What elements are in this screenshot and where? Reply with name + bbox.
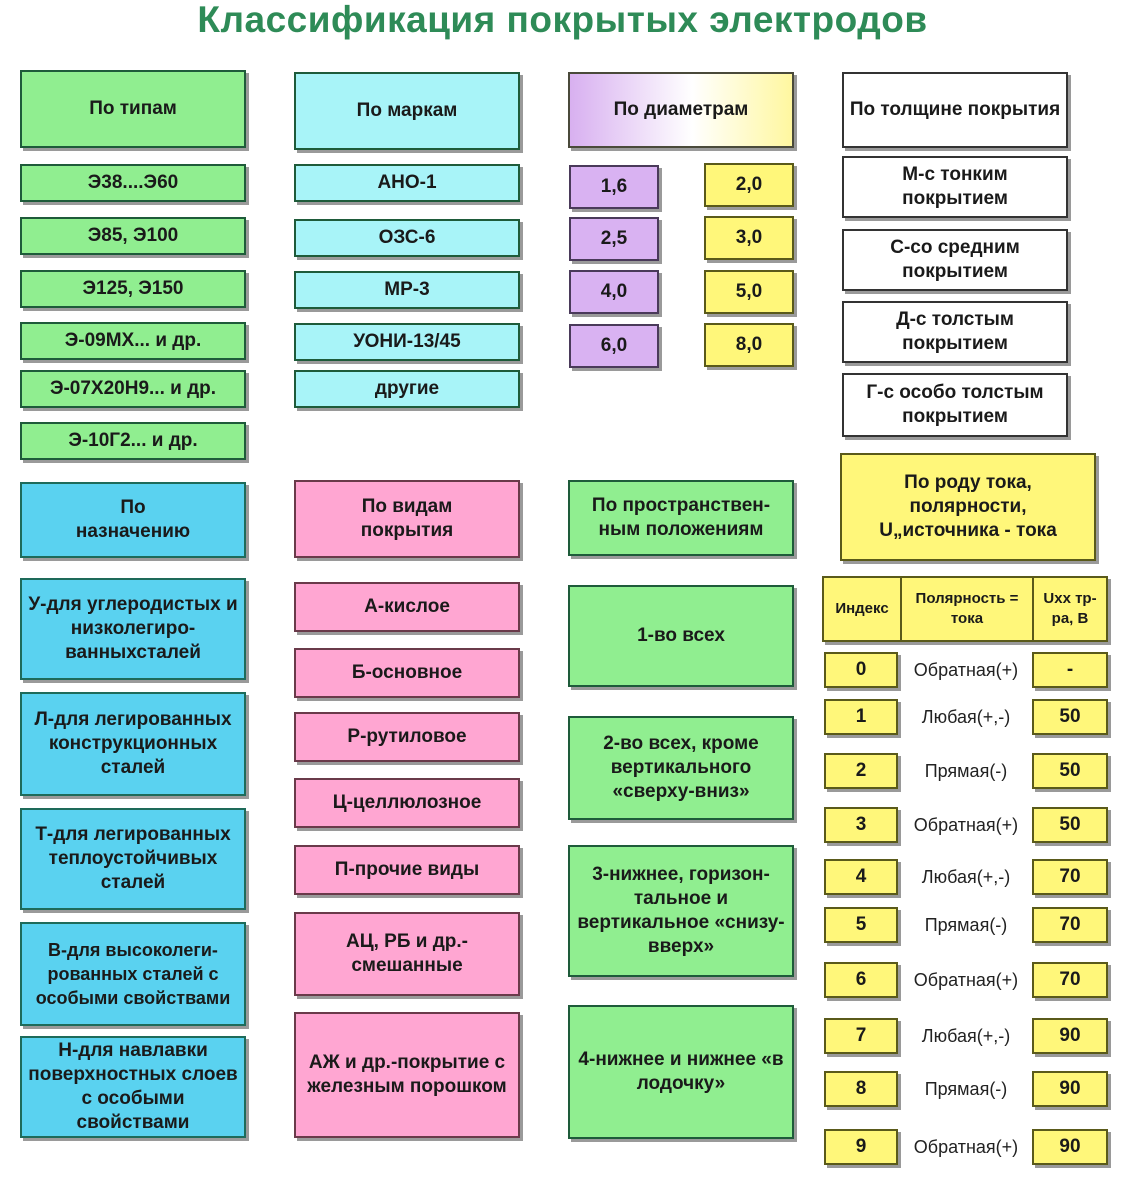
current-header: По роду тока, полярности, U„источника - тока bbox=[840, 453, 1096, 561]
diameter-value: 2,0 bbox=[704, 163, 794, 207]
thickness-item: С-со средним покрытием bbox=[842, 229, 1068, 291]
brands-item: другие bbox=[294, 370, 520, 408]
diameter-value: 8,0 bbox=[704, 323, 794, 367]
diameter-value: 3,0 bbox=[704, 216, 794, 260]
purpose-item: Л-для легированных конструкционных сталей bbox=[20, 692, 246, 796]
voltage-cell: 90 bbox=[1032, 1018, 1108, 1054]
types-item: Э125, Э150 bbox=[20, 270, 246, 308]
index-cell: 7 bbox=[824, 1018, 898, 1054]
positions-header: По пространствен-ным положениям bbox=[568, 480, 794, 556]
brands-item: МР-3 bbox=[294, 271, 520, 309]
purpose-item: Т-для легированных теплоустойчивых сталей bbox=[20, 808, 246, 910]
diameter-value: 4,0 bbox=[569, 270, 659, 314]
voltage-cell: 70 bbox=[1032, 907, 1108, 943]
index-cell: 3 bbox=[824, 807, 898, 843]
polarity-cell: Обратная(+) bbox=[913, 814, 1019, 835]
positions-item: 3-нижнее, горизон-тальное и вертикальное «снизу-вверх» bbox=[568, 845, 794, 977]
voltage-cell: 50 bbox=[1032, 753, 1108, 789]
diameter-value: 2,5 bbox=[569, 217, 659, 261]
types-item: Э-10Г2... и др. bbox=[20, 422, 246, 460]
polarity-cell: Прямая(-) bbox=[924, 760, 1008, 781]
purpose-item: Н-для навлавки поверхностных слоев с особыми свойствами bbox=[20, 1036, 246, 1138]
coating-item: Ц-целлюлозное bbox=[294, 778, 520, 828]
polarity-cell: Любая(+,-) bbox=[921, 706, 1011, 727]
thickness-item: Д-с толстым покрытием bbox=[842, 301, 1068, 363]
index-cell: 1 bbox=[824, 699, 898, 735]
voltage-cell: - bbox=[1032, 652, 1108, 688]
index-cell: 9 bbox=[824, 1129, 898, 1165]
diameter-value: 6,0 bbox=[569, 324, 659, 368]
polarity-cell: Обратная(+) bbox=[913, 969, 1019, 990]
voltage-cell: 70 bbox=[1032, 859, 1108, 895]
coating-item: АЦ, РБ и др.-смешанные bbox=[294, 912, 520, 996]
types-item: Э38....Э60 bbox=[20, 164, 246, 202]
brands-item: УОНИ-13/45 bbox=[294, 323, 520, 361]
coating-item: А-кислое bbox=[294, 582, 520, 632]
voltage-cell: 90 bbox=[1032, 1071, 1108, 1107]
column-header-voltage: Uxx тр-ра, В bbox=[1032, 578, 1106, 640]
thickness-item: Г-с особо толстым покрытием bbox=[842, 373, 1068, 437]
diameter-value: 1,6 bbox=[569, 165, 659, 209]
types-item: Э-07Х20Н9... и др. bbox=[20, 370, 246, 408]
index-cell: 0 bbox=[824, 652, 898, 688]
positions-item: 1-во всех bbox=[568, 585, 794, 687]
voltage-cell: 90 bbox=[1032, 1129, 1108, 1165]
brands-item: АНО-1 bbox=[294, 164, 520, 202]
diameter-value: 5,0 bbox=[704, 270, 794, 314]
polarity-cell: Обратная(+) bbox=[913, 1136, 1019, 1157]
positions-item: 4-нижнее и нижнее «в лодочку» bbox=[568, 1005, 794, 1139]
index-cell: 8 bbox=[824, 1071, 898, 1107]
column-header-polarity: Полярность = тока bbox=[900, 578, 1032, 640]
thickness-header: По толщине покрытия bbox=[842, 72, 1068, 148]
polarity-cell: Любая(+,-) bbox=[921, 866, 1011, 887]
positions-item: 2-во всех, кроме вертикального «сверху-вниз» bbox=[568, 716, 794, 820]
thickness-item: М-с тонким покрытием bbox=[842, 156, 1068, 218]
voltage-cell: 50 bbox=[1032, 699, 1108, 735]
current-table-header bbox=[822, 576, 1108, 642]
purpose-item: У-для углеродистых и низколегиро-ванныхсталей bbox=[20, 578, 246, 680]
types-header: По типам bbox=[20, 70, 246, 148]
purpose-header: По назначению bbox=[20, 482, 246, 558]
polarity-cell: Прямая(-) bbox=[924, 1078, 1008, 1099]
polarity-cell: Прямая(-) bbox=[924, 914, 1008, 935]
index-cell: 5 bbox=[824, 907, 898, 943]
voltage-cell: 70 bbox=[1032, 962, 1108, 998]
index-cell: 4 bbox=[824, 859, 898, 895]
purpose-item: В-для высоколеги-рованных сталей с особыми свойствами bbox=[20, 922, 246, 1026]
diameters-header: По диаметрам bbox=[568, 72, 794, 148]
types-item: Э-09МХ... и др. bbox=[20, 322, 246, 360]
polarity-cell: Обратная(+) bbox=[913, 659, 1019, 680]
index-cell: 2 bbox=[824, 753, 898, 789]
column-header-index: Индекс bbox=[835, 600, 889, 617]
coating-header: По видам покрытия bbox=[294, 480, 520, 558]
coating-item: П-прочие виды bbox=[294, 845, 520, 895]
coating-item: Р-рутиловое bbox=[294, 712, 520, 762]
brands-header: По маркам bbox=[294, 72, 520, 150]
coating-item: Б-основное bbox=[294, 648, 520, 698]
index-cell: 6 bbox=[824, 962, 898, 998]
polarity-cell: Любая(+,-) bbox=[921, 1025, 1011, 1046]
voltage-cell: 50 bbox=[1032, 807, 1108, 843]
brands-item: ОЗС-6 bbox=[294, 219, 520, 257]
page-title: Классификация покрытых электродов bbox=[197, 0, 928, 40]
coating-item: АЖ и др.-покрытие с железным порошком bbox=[294, 1012, 520, 1138]
types-item: Э85, Э100 bbox=[20, 217, 246, 255]
